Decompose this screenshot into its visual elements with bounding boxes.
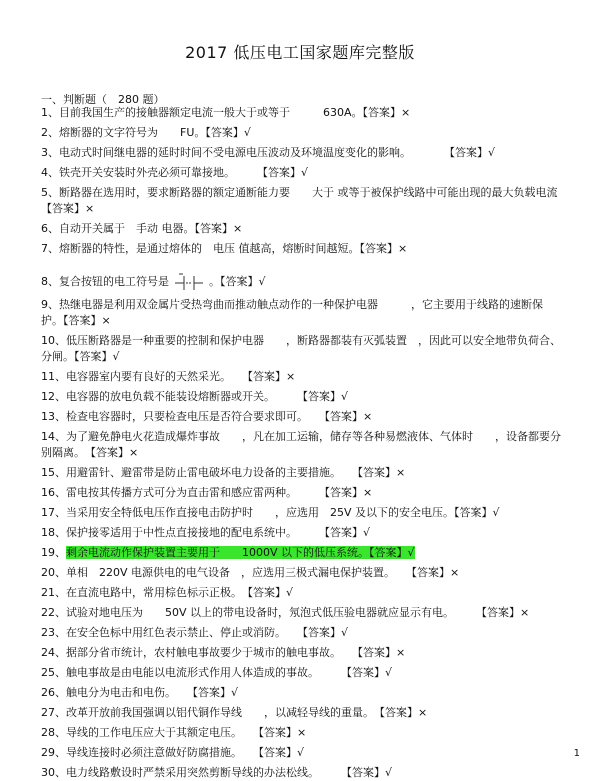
question-item: 16、雷电按其传播方式可分为直击雷和感应雷两种。 【答案】× [41,486,373,499]
question-item: 14、为了避免静电火花造成爆炸事故 ，凡在加工运输，储存等各种易燃液体、气体时 ，设备都要分别隔离。 【答案】× [41,430,561,459]
question-item: 6、自动开关属于 手动 电器。【答案】× [41,222,243,235]
question-item: 28、导线的工作电压应大于其额定电压。 【答案】× [41,726,307,739]
question-item: 13、检查电容器时，只要检查电压是否符合要求即可。 【答案】× [41,410,373,423]
question-item: 1、目前我国生产的接触器额定电流一般大于或等于 630A。【答案】× [41,106,411,119]
question-item: 23、在安全色标中用红色表示禁止、停止或消防。 【答案】√ [41,626,349,639]
highlighted-text: 剩余电流动作保护装置主要用于 1000V 以下的低压系统。【答案】√ [66,546,415,559]
question-item: 4、铁壳开关安装时外壳必须可靠接地。 【答案】√ [41,166,309,179]
question-item: 24、据部分省市统计，农村触电事故要少于城市的触电事故。 【答案】× [41,646,406,659]
question-item: 12、电容器的放电负载不能装设熔断器或开关。 【答案】√ [41,390,349,403]
question-item: 2、熔断器的文字符号为 FU。【答案】√ [41,126,251,139]
question-item: 18、保护接零适用于中性点直接接地的配电系统中。 【答案】√ [41,526,371,539]
question-item: 29、导线连接时必须注意做好防腐措施。 【答案】√ [41,746,305,759]
question-text: 8、复合按钮的电工符号是 [41,275,169,288]
question-item: 20、单相 220V 电源供电的电气设备 ，应选用三极式漏电保护装置。 【答案】× [41,566,460,579]
question-item: 25、触电事故是由电能以电流形式作用人体造成的事故。 【答案】√ [41,666,393,679]
question-item: 10、低压断路器是一种重要的控制和保护电器 ，断路器都装有灭弧装置 ，因此可以安全地带负荷合、分闸。【答案】√ [41,334,561,363]
question-item: 26、触电分为电击和电伤。 【答案】√ [41,686,239,699]
question-item: 9、热继电器是利用双金属片受热弯曲而推动触点动作的一种保护电器 ，它主要用于线路的速断保护。【答案】× [41,298,543,327]
page-title: 2017 低压电工国家题库完整版 [185,43,415,62]
question-number: 19、 [41,546,66,559]
section-heading: 一、判断题（ 280 题） [41,93,165,106]
question-item [41,271,561,293]
question-item: 11、电容器室内要有良好的天然采光。 【答案】× [41,370,296,383]
question-item: 27、改革开放前我国强调以铝代铜作导线 ，以减轻导线的重量。 【答案】× [41,706,428,719]
answer-text: 。【答案】√ [209,275,266,288]
question-item: 21、在直流电路中，常用棕色标示正极。 【答案】√ [41,586,294,599]
question-item: 30、电力线路敷设时严禁采用突然剪断导线的办法松线。 【答案】√ [41,766,393,779]
question-item: 15、用避雷针、避雷带是防止雷电破坏电力设备的主要措施。 【答案】× [41,466,406,479]
composite-button-symbol-icon [173,271,205,293]
question-item: 17、当采用安全特低电压作直接电击防护时 ，应选用 25V 及以下的安全电压。【答案】√ [41,506,500,519]
question-item-highlighted [41,545,561,561]
question-list [41,105,561,781]
question-item: 3、电动式时间继电器的延时时间不受电源电压波动及环境温度变化的影响。 【答案】√ [41,146,496,159]
question-item: 5、断路器在选用时，要求断路器的额定通断能力要 大于 或等于被保护线路中可能出现的最大负载电流【答案】× [41,186,558,215]
question-item: 22、试验对地电压为 50V 以上的带电设备时，氖泡式低压验电器就应显示有电。 【答案】× [41,606,530,619]
question-item: 7、熔断器的特性，是通过熔体的 电压 值越高，熔断时间越短。【答案】× [41,242,408,255]
page-number: 1 [573,748,580,759]
